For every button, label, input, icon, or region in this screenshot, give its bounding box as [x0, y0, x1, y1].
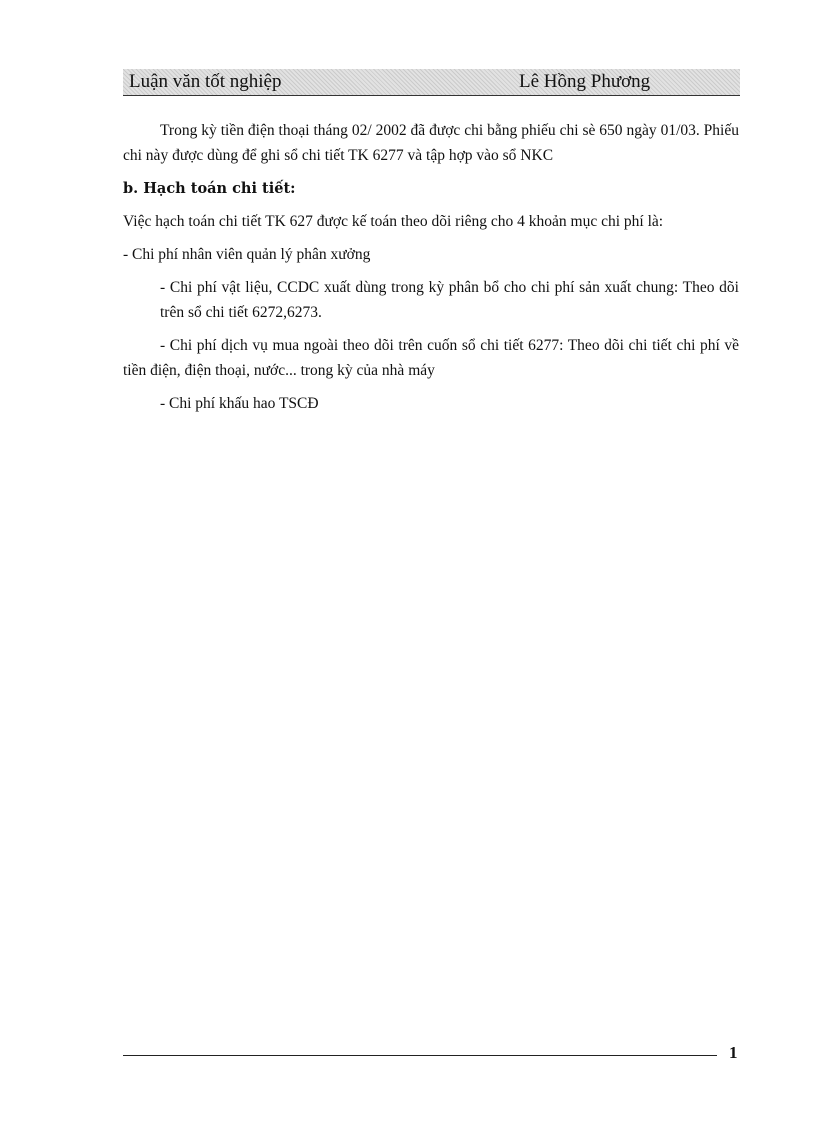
header-title: Luận văn tốt nghiệp — [129, 71, 282, 92]
list-item-external-services: - Chi phí dịch vụ mua ngoài theo dõi trên cuốn sổ chi tiết 6277: Theo dõi chi tiết chi phí về tiền điện, điện thoại, nước... trong kỳ của nhà máy — [123, 337, 739, 379]
page-number: 1 — [729, 1043, 738, 1062]
header-author: Lê Hồng Phương — [519, 71, 651, 92]
paragraph-tk627-overview: Việc hạch toán chi tiết TK 627 được kế toán theo dõi riêng cho 4 khoản mục chi phí là: — [123, 213, 664, 230]
list-item-staff-cost: - Chi phí nhân viên quản lý phân xưởng — [123, 246, 371, 263]
paragraph-phone-bill: Trong kỳ tiền điện thoại tháng 02/ 2002 đã được chi bằng phiếu chi sè 650 ngày 01/03. Phiếu chi này được dùng để ghi sổ chi tiết TK 6277 và tập hợp vào sổ NKC — [123, 122, 739, 164]
document-body — [123, 118, 739, 424]
footer-rule — [123, 1055, 717, 1056]
page-header — [123, 69, 740, 96]
section-heading-detailed-accounting: b. Hạch toán chi tiết: — [123, 180, 296, 197]
list-item-depreciation: - Chi phí khấu hao TSCĐ — [160, 395, 319, 412]
list-item-materials-cost: - Chi phí vật liệu, CCDC xuất dùng trong kỳ phân bổ cho chi phí sản xuất chung: Theo dõi trên sổ chi tiết 6272,6273. — [160, 279, 739, 321]
